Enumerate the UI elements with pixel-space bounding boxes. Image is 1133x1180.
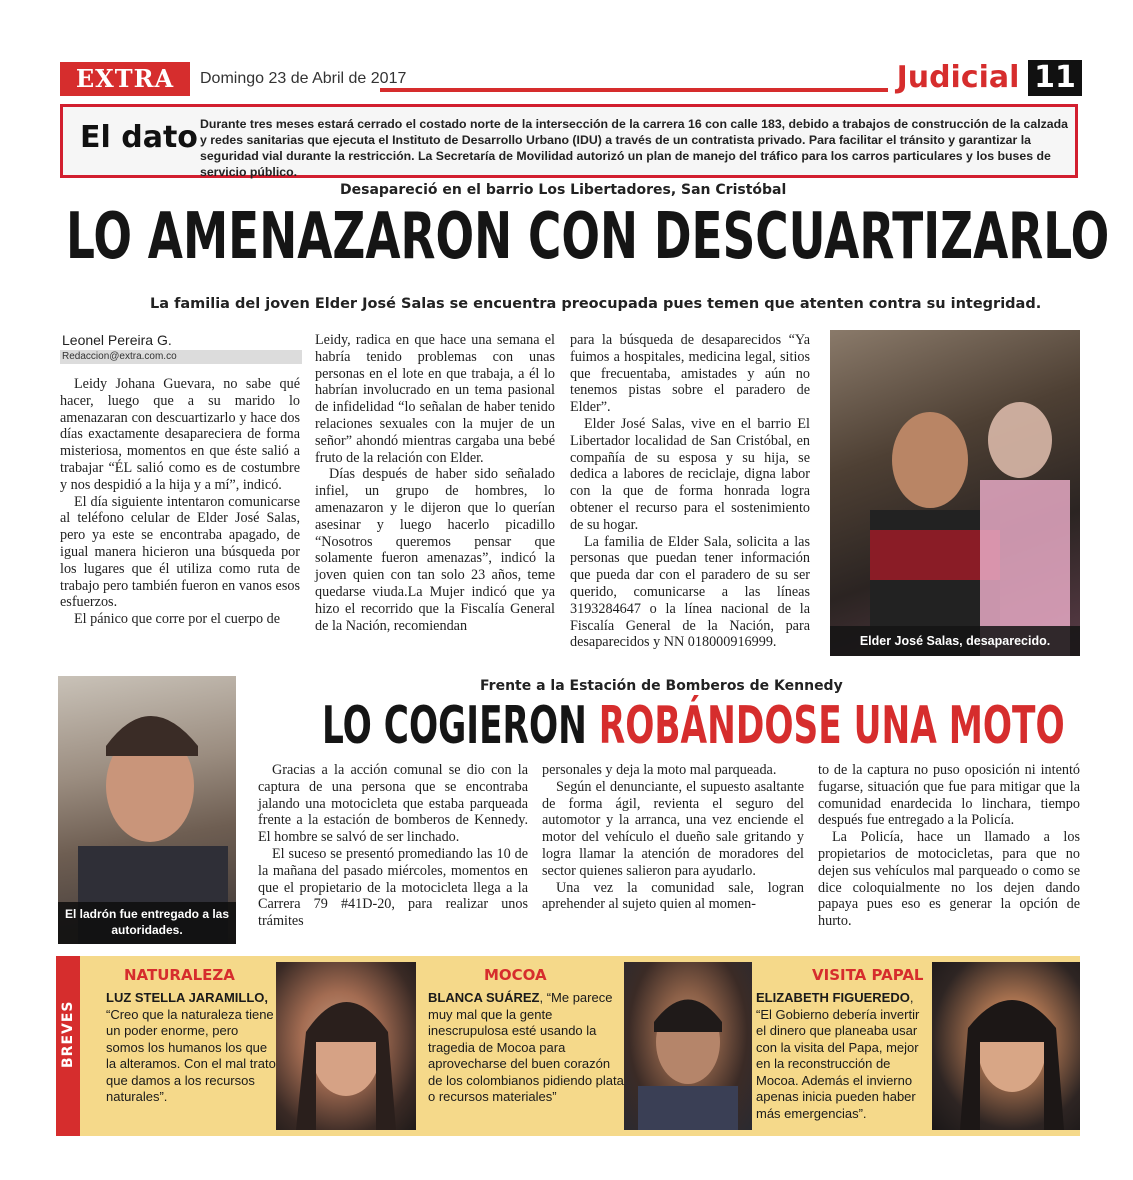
person-photo-icon [932,962,1080,1130]
story2-column-3 [818,762,1080,930]
story1-column-2 [315,332,555,634]
paragraph: Gracias a la acción comunal se dio con la captura de una persona que se encontraba jalando una motocicleta que estaba parqueada frente a la estación de bomberos de Kennedy. El hombre se salvó de ser linchado. [258,762,528,846]
paragraph: Leidy, radica en que hace una semana el habría tenido problemas con unas personas en el lote en que trabaja, a él lo habrían involucrado en un tema pasional de infidelidad “lo señalan de haber tenido relaciones sexuales con la mujer de un señor” ahondó mientras cargaba una bebé fruto de la relación con Elder. [315,332,555,466]
paragraph: La Policía, hace un llamado a los propietarios de motocicletas, para que no dejen sus vehículos mal parqueado o como se dice coloquialmente no los dejen dando papaya pues eso es generar la opción de hurto. [818,829,1080,930]
dato-text: Durante tres meses estará cerrado el costado norte de la intersección de la carrera 16 con calle 183, debido a trabajos de construcción de la calzada y redes sanitarias que ejecuta el Instituto de Desarrollo Urbano (IDU) a través de un contratista privado. Para facilitar el tránsito y garantizar la seguridad vial durante la restricción. La Secretaría de Movilidad autorizó un plan de manejo del tráfico para los carros particulares y los buses de servicio público. [200,117,1068,179]
page-number: 11 [1028,60,1082,96]
photo-missing-man [830,330,1080,656]
photo-caption: El ladrón fue entregado a las autoridades. [58,902,236,944]
paragraph: personales y deja la moto mal parqueada. [542,762,777,778]
paragraph: El suceso se presentó promediando las 10 de la mañana del pasado miércoles, momentos en que el propietario de la motocicleta llega a la Carrera 79 #41D-20, para realizar unos trámites [258,845,528,930]
paragraph: El día siguiente intentaron comunicarse al teléfono celular de Elder José Salas, pero ya este se encontraba apagado, de igual manera hicieron una búsqueda por los lugares que él utiliza como ruta de trabajo pero también fueron en vanos esos esfuerzos. [60,493,300,611]
breve-name: LUZ STELLA JARAMILLO, [106,990,269,1005]
story1-headline: LO AMENAZARON CON DESCUARTIZARLO [66,200,1110,274]
breve-quote [106,990,276,1106]
paragraph: Días después de haber sido señalado infiel, un grupo de hombres, lo amenazaron y le dijeron que lo querían asesinar y luego hacerlo picadillo “Nosotros queremos pensar que solamente fueron amenazas”, indicó la joven quien con tan solo 23 años, teme quedarse viuda.La Mujer indicó que ya hizo el recorrido que la Fiscalía General de la Nación, recomiendan [315,466,555,634]
breve-category: NATURALEZA [124,966,235,984]
breve-category: MOCOA [484,966,547,984]
byline-email: Redaccion@extra.com.co [60,350,302,364]
person-photo-icon [276,962,416,1130]
breve-text: , “Me parece muy mal que la gente inescrupulosa esté usando la tragedia de Mocoa para aprovecharse del buen corazón de los colombianos pidiendo plata o recursos materiales” [428,990,624,1104]
breve-text: “Creo que la naturaleza tiene un poder enorme, pero somos los humanos los que la alteramos. Con el mal trato que damos a los recursos naturales”. [106,1006,276,1104]
breves-label: BREVES [60,1000,76,1068]
paragraph: Una vez la comunidad sale, logran aprehender al sujeto quien al momen- [542,879,804,913]
story2-column-1 [258,762,528,930]
paragraph: El pánico que corre por el cuerpo de [74,611,281,628]
breve-name: BLANCA SUÁREZ [428,990,540,1005]
brand-logo: EXTRA [60,62,190,96]
issue-date: Domingo 23 de Abril de 2017 [200,70,407,87]
breve-photo [932,962,1080,1130]
dato-label: El dato [80,120,198,155]
story1-column-3 [570,332,810,651]
paragraph: Leidy Johana Guevara, no sabe qué hacer, luego que a su marido lo amenazaran con descuartizarlo y hace dos días exactamente desapareciera de forma misteriosa, momentos en que éste salió a trabajar “ÉL salió como es de costumbre y nos despidió a la hija y a mí”, indicó. [60,376,300,493]
story1-deck: La familia del joven Elder José Salas se encuentra preocupada pues temen que atenten contra su integridad. [150,296,1042,312]
paragraph: Según el denunciante, el supuesto asaltante de forma ágil, revienta el seguro del automotor y la arranca, una vez enciende el motor del vehículo el dueño sale gritando y logra llamar la atención de moradores del sector quienes salieron para ayudarlo. [542,778,804,879]
breve-quote [428,990,624,1106]
paragraph: to de la captura no puso oposición ni intentó fugarse, situación que fue para mitigar que la comunidad enardecida lo linchara, tiempo después fue entregado a la Policía. [818,762,1080,829]
headline-black-part: LO COGIERON [322,696,599,756]
breve-quote [756,990,932,1122]
breve-text: , “El Gobierno debería invertir el dinero que planeaba usar con la visita del Papa, mejor en la reconstrucción de Mocoa. Además el invierno apenas inicia pueden haber más emergencias”. [756,990,920,1121]
paragraph: La familia de Elder Sala, solicita a las personas que puedan tener información que pueda dar con el paradero de su ser querido, comunicarse a las líneas 3193284647 o la línea nacional de la Fiscalía General de la Nación, para desaparecidos y NN 018000916999. [570,533,810,651]
paragraph: Elder José Salas, vive en el barrio El Libertador localidad de San Cristóbal, en compañía de su esposa y su hija, se dedica a labores de reciclaje, digna labor con la que de forma honrada logra obtener el recurso para el sostenimiento de su hogar. [570,415,810,533]
story2-headline [322,696,1065,756]
story1-kicker: Desapareció en el barrio Los Libertadores, San Cristóbal [340,182,787,198]
photo-caption: Elder José Salas, desaparecido. [830,626,1080,656]
story1-column-1 [60,376,300,628]
breve-name: ELIZABETH FIGUEREDO [756,990,910,1005]
breve-photo [624,962,752,1130]
byline-author: Leonel Pereira G. [62,332,172,348]
paragraph: para la búsqueda de desaparecidos “Ya fuimos a hospitales, medicina legal, sitios que frecuentaba, amistades y aún no tenemos pistas sobre el paradero de Elder”. [570,332,810,416]
breve-category: VISITA PAPAL [812,966,924,984]
header-rule [380,88,888,92]
person-photo-icon [830,330,1080,656]
headline-red-part: ROBÁNDOSE UNA MOTO [598,696,1065,756]
person-photo-icon [624,962,752,1130]
story2-kicker: Frente a la Estación de Bomberos de Kennedy [480,678,843,694]
breve-photo [276,962,416,1130]
section-title: Judicial [896,60,1020,95]
story2-column-2 [542,762,804,913]
